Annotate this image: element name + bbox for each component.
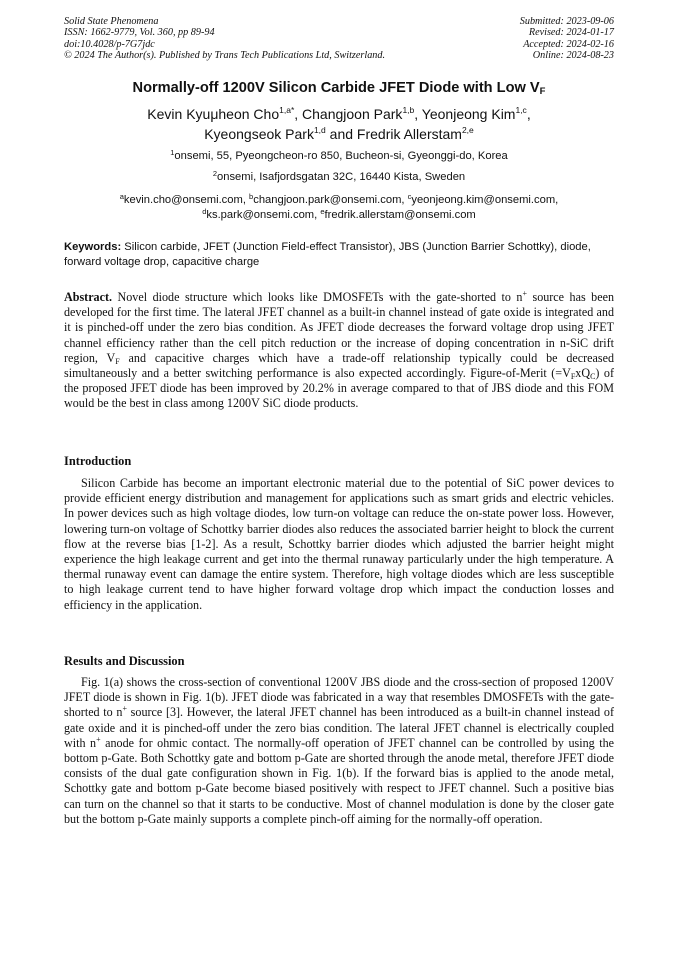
author-affiliation-mark: 2,e [461, 125, 474, 135]
email-address: fredrik.allerstam@onsemi.com [324, 208, 476, 221]
affiliation-text: onsemi, 55, Pyeongcheon-ro 850, Bucheon-si, Gyeonggi-do, Korea [174, 150, 508, 162]
abstract-subscript: F [570, 372, 576, 382]
author-separator: and [325, 126, 357, 142]
affiliation-number: 2 [212, 169, 217, 178]
abstract-subscript: F [115, 356, 120, 366]
results-text: Fig. 1(a) shows the cross-section of conventional 1200V JBS diode and the cross-section of proposed 1200V JFET diode is shown in Fig. 1(b). JFET diode was fabricated in a way that resembles DMOSFETs with the gate-shorted to n [64, 675, 614, 720]
author-separator: , [414, 106, 422, 122]
email-key: b [249, 192, 254, 201]
email-separator: , [555, 194, 559, 206]
author-affiliation-mark: 1,a* [279, 105, 295, 115]
abstract-superscript: + [522, 289, 527, 298]
author-name: Yeonjeong Kim [421, 106, 516, 122]
email-key: d [202, 206, 207, 216]
author-emails [0, 193, 678, 222]
introduction-paragraph: Silicon Carbide has become an important electronic material due to the potential of SiC power devices to provide efficient energy distribution and management for applications such as smart grids and electric vehicles. In power devices such as high voltage diodes, low turn-on voltage can reduce the on-state power loss. However, lowering turn-on voltage of Schottky barrier diodes also reduces the associated barrier height to block the current flow at the reverse bias [1-2]. As a result, Schottky barrier diodes which adjusted the barrier height might experience the high leakage current and get into the thermal runaway particularly under the high temperature. A thermal runaway event can damage the entire system. Therefore, high voltage diodes which are less susceptible to high leakage current tend to have higher forward voltage drop which impact the conduction losses and efficiency in the application. [64, 476, 614, 612]
results-text: source [3]. However, the lateral JFET channel has been introduced as a built-in channel instead of gate oxide and it is pinched-off under the zero bias condition. The lateral JFET channel is electrically coupled with n [64, 705, 615, 750]
author-list [0, 104, 678, 144]
email-key: e [320, 206, 325, 216]
title-main: Normally-off 1200V Silicon Carbide JFET Diode with Low V [132, 80, 540, 96]
journal-info [64, 16, 385, 62]
author-name: Kevin Kyuμheon Cho [147, 106, 280, 122]
keywords-text: Silicon carbide, JFET (Junction Field-effect Transistor), JBS (Junction Barrier Schottky), diode, forward voltage drop, capacitive charge [64, 241, 591, 269]
abstract-text: Novel diode structure which looks like DMOSFETs with the gate-shorted to n [112, 290, 523, 304]
affiliation-text: onsemi, Isafjordsgatan 32C, 16440 Kista, Sweden [217, 171, 466, 183]
abstract-text: xQ [575, 366, 591, 381]
author-name: Kyeongseok Park [204, 126, 314, 142]
author-line-2 [0, 124, 678, 144]
author-name: Fredrik Allerstam [356, 126, 462, 142]
copyright-line: © 2024 The Author(s). Published by Trans Tech Publications Ltd, Switzerland. [64, 50, 386, 62]
results-paragraph [64, 675, 614, 827]
author-name: Changjoon Park [302, 106, 403, 122]
email-separator: , [401, 194, 408, 206]
abstract-label: Abstract. [64, 290, 113, 304]
introduction-heading: Introduction [64, 454, 132, 468]
results-heading: Results and Discussion [64, 654, 185, 668]
paper-title [0, 80, 678, 97]
email-address: ks.park@onsemi.com [206, 208, 315, 221]
results-text: anode for ohmic contact. The normally-off operation of JFET channel can be controlled by using the bottom p-Gate. Both Schottky gate and bottom p-Gate are shorted through the anode metal, therefore JFET diode consists of the dual gate configuration shown in Fig. 1(b). If the forward bias is applied to the anode metal, Schottky gate and bottom p-Gate become biased positively with respect to JFET channel. Such a positive bias can turn on the channel so that it starts to be conductive. Most of channel modulation is done by the closer gate but the bottom p-Gate mainly supports a complete pinch-off aiming for the normally-off operation. [64, 735, 614, 826]
journal-doi: doi:10.4028/p-7G7jdc [64, 38, 155, 50]
title-subscript: F [539, 86, 546, 97]
abstract-text: ) of the proposed JFET diode has been improved by 20.2% in average compared to that of JBS diode and this FOM would be the best in class among 1200V SiC diode products. [64, 366, 614, 411]
affiliation-2 [0, 171, 678, 183]
email-separator: , [314, 208, 321, 221]
email-separator: , [242, 194, 250, 206]
email-address: yeonjeong.kim@onsemi.com [411, 194, 556, 206]
date-revised: Revised: 2024-01-17 [528, 27, 614, 39]
affiliation-1 [0, 150, 678, 162]
abstract [64, 290, 614, 412]
email-key: a [119, 192, 124, 201]
author-affiliation-mark: 1,b [402, 105, 415, 115]
publication-dates [520, 16, 614, 62]
results-superscript: + [122, 704, 127, 714]
email-address: kevin.cho@onsemi.com [123, 194, 243, 206]
keywords [64, 240, 616, 270]
affiliation-number: 1 [170, 148, 175, 157]
author-affiliation-mark: 1,c [515, 105, 527, 115]
date-online: Online: 2024-08-23 [532, 50, 614, 62]
date-submitted: Submitted: 2023-09-06 [519, 16, 614, 27]
abstract-subscript: C [590, 372, 596, 382]
date-accepted: Accepted: 2024-02-16 [523, 38, 614, 50]
email-address: changjoon.park@onsemi.com [253, 194, 402, 206]
author-affiliation-mark: 1,d [313, 125, 326, 135]
abstract-text: and capacitive charges which have a trade-off relationship typically could be decreased simultaneously and a better switching performance is also expected accordingly. Figure-of-Merit (=V [64, 350, 614, 381]
email-line-2 [0, 208, 678, 223]
author-separator: , [526, 106, 531, 122]
email-line-1 [0, 193, 678, 208]
keywords-label: Keywords: [64, 241, 122, 253]
results-superscript: + [96, 734, 101, 744]
author-line-1 [0, 104, 678, 124]
email-key: c [407, 192, 412, 201]
journal-name: Solid State Phenomena [64, 16, 159, 27]
author-separator: , [294, 106, 303, 122]
abstract-text: source has been developed for the first time. The lateral JFET channel as a built-in channel instead of gate oxide is integrated and it is pinched-off under the zero bias condition. As JFET diode decreases the forward voltage drop using JFET channel efficiency rather than the cell pitch reduction or the increase of doping concentration in n-SiC drift region, V [64, 290, 614, 365]
journal-issn: ISSN: 1662-9779, Vol. 360, pp 89-94 [64, 27, 215, 39]
